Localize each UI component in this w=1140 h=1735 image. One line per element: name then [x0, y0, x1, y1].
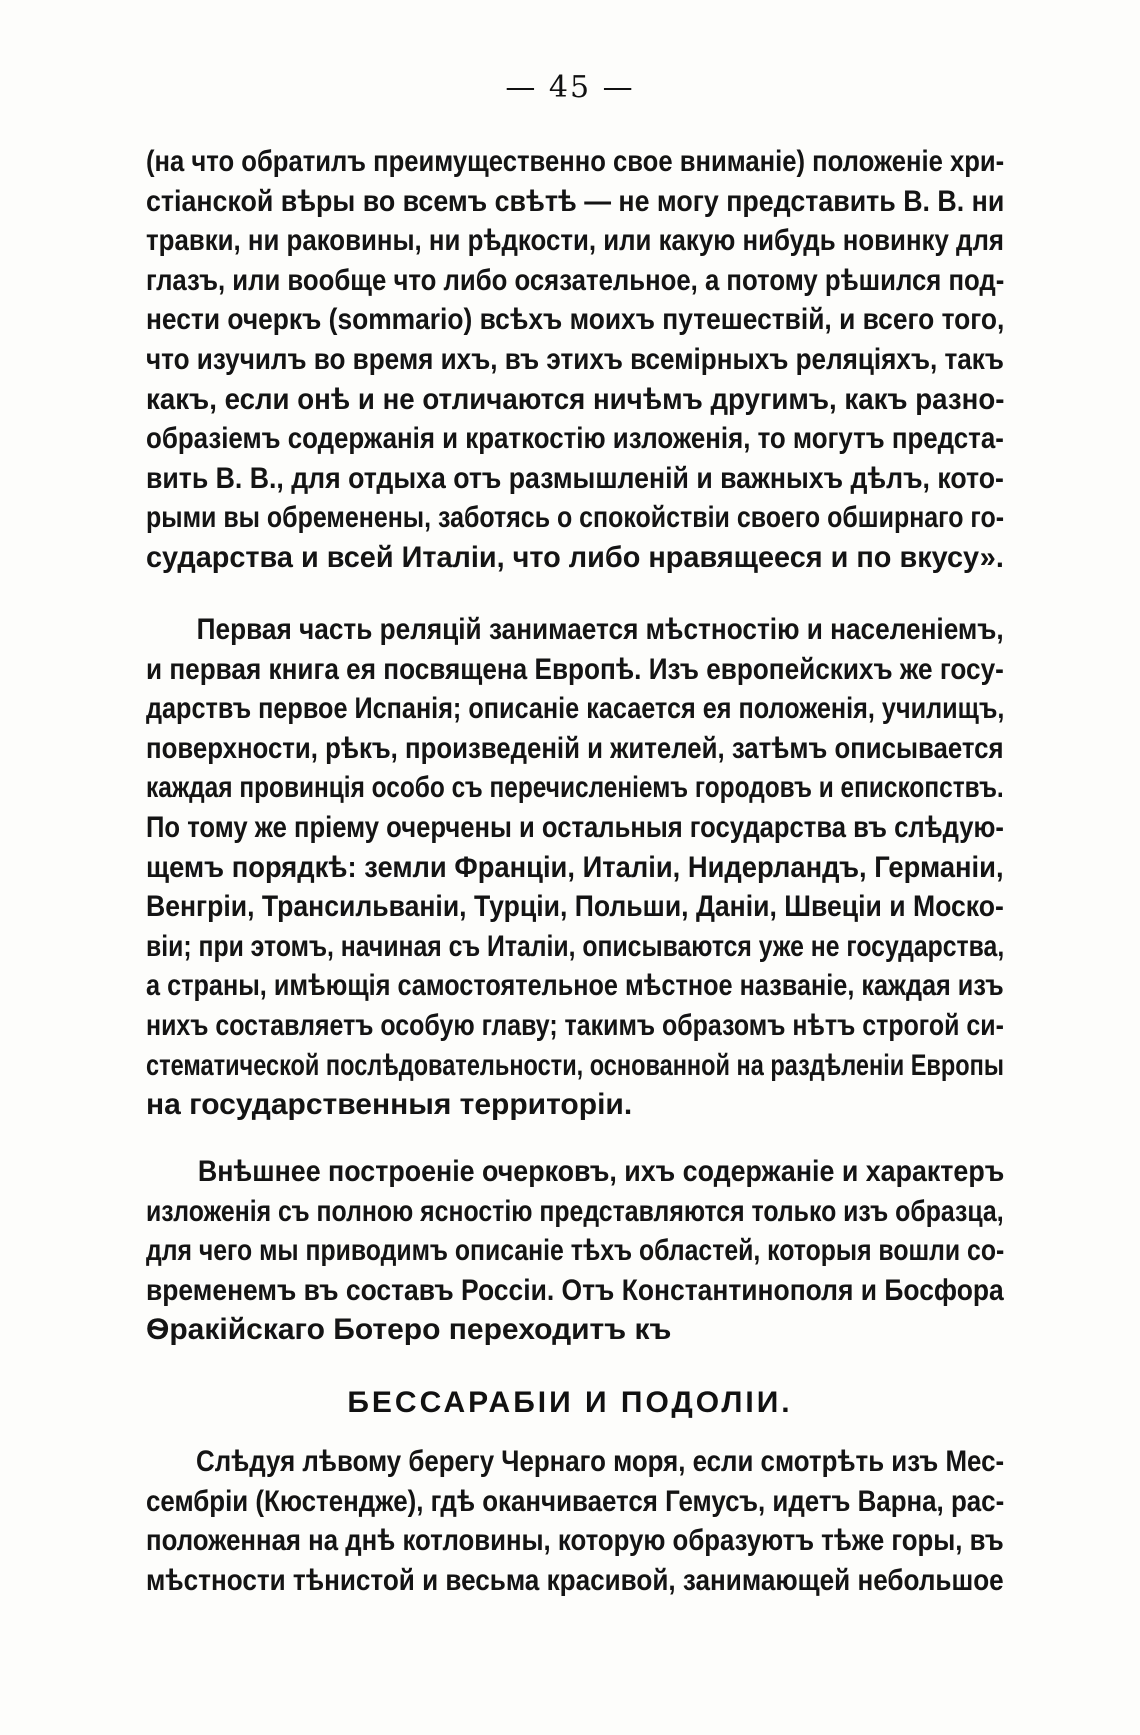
section-heading: БЕССАРАБІИ И ПОДОЛІИ. [347, 1386, 793, 1419]
text-line: поверхности, рѣкъ, произведеній и жителей, затѣмъ описывается [146, 731, 1004, 765]
text-line: стематической послѣдовательности, основанной на раздѣленіи Европы [146, 1048, 1004, 1082]
text-line: временемъ въ составъ Россіи. Отъ Константинополя и Босфора [146, 1273, 1004, 1307]
text-line: для чего мы приводимъ описаніе тѣхъ областей, которыя вошли со- [146, 1234, 1005, 1268]
text-line: образіемъ содержанія и краткостію изложенія, то могутъ предста- [146, 422, 1004, 456]
paragraph-1 [146, 142, 1004, 578]
text-line: какъ, если онѣ и не отличаются ничѣмъ другимъ, какъ разно- [146, 382, 1005, 416]
text-line: віи; при этомъ, начиная съ Италіи, описываются уже не государства, [146, 929, 1005, 963]
text-line: и первая книга ея посвящена Европѣ. Изъ европейскихъ же госу- [146, 652, 1004, 686]
text-line: рыми вы обременены, заботясь о спокойствіи своего обширнаго го- [146, 501, 1004, 535]
text-line: изложенія съ полною ясностію представляются только изъ образца, [146, 1194, 1004, 1228]
text-line: нихъ составляетъ особую главу; такимъ образомъ нѣтъ строгой си- [146, 1008, 1004, 1042]
text-line: каждая провинція особо съ перечисленіемъ городовъ и епископствъ. [146, 771, 1004, 805]
paragraph-4 [146, 1442, 1004, 1600]
text-line: дарствъ первое Испанія; описаніе касается ея положенія, училищъ, [146, 692, 1005, 726]
text-line: Первая часть реляцій занимается мѣстностію и населеніемъ, [196, 613, 1004, 646]
text-line: щемъ порядкѣ: земли Франціи, Италіи, Нидерландъ, Германіи, [146, 850, 1004, 884]
text-line: Слѣдуя лѣвому берегу Чернаго моря, если смотрѣть изъ Мес- [196, 1445, 1005, 1478]
text-line: сударства и всей Италіи, что либо нравящееся и по вкусу». [146, 540, 1004, 574]
text-line: вить В. В., для отдыха отъ размышленій и важныхъ дѣлъ, кото- [146, 461, 1004, 495]
text-line: Внѣшнее построеніе очерковъ, ихъ содержаніе и характеръ [197, 1155, 1005, 1188]
text-line: а страны, имѣющія самостоятельное мѣстное названіе, каждая изъ [146, 969, 1004, 1003]
text-line: на государственныя территоріи. [146, 1088, 633, 1122]
text-line: Ѳракійскаго Ботеро переходитъ къ [146, 1313, 672, 1347]
text-line: травки, ни раковины, ни рѣдкости, или какую нибудь новинку для [146, 224, 1004, 258]
text-line: (на что обратилъ преимущественно свое вниманіе) положеніе хри- [146, 145, 1005, 178]
page-number: — 45 — [505, 70, 635, 105]
text-line: нести очеркъ (sommario) всѣхъ моихъ путешествій, и всего того, [146, 303, 1005, 337]
text-line: положенная на днѣ котловины, которую образуютъ тѣже горы, въ [146, 1524, 1004, 1558]
text-line: Венгріи, Трансильваніи, Турціи, Польши, Даніи, Швеціи и Моско- [146, 890, 1004, 924]
text-line: По тому же пріему очерчены и остальныя государства въ слѣдую- [146, 810, 1004, 844]
text-line: что изучилъ во время ихъ, въ этихъ всемірныхъ реляціяхъ, такъ [146, 342, 1004, 376]
text-line: глазъ, или вообще что либо осязательное, а потому рѣшился под- [146, 263, 1004, 297]
text-line: сембріи (Кюстендже), гдѣ оканчивается Гемусъ, идетъ Варна, рас- [146, 1484, 1005, 1518]
text-line: стіанской вѣры во всемъ свѣтѣ — не могу представить В. В. ни [146, 184, 1004, 218]
text-line: мѣстности тѣнистой и весьма красивой, занимающей небольшое [146, 1563, 1004, 1597]
paragraph-3 [146, 1152, 1004, 1350]
paragraph-2 [146, 610, 1004, 1125]
